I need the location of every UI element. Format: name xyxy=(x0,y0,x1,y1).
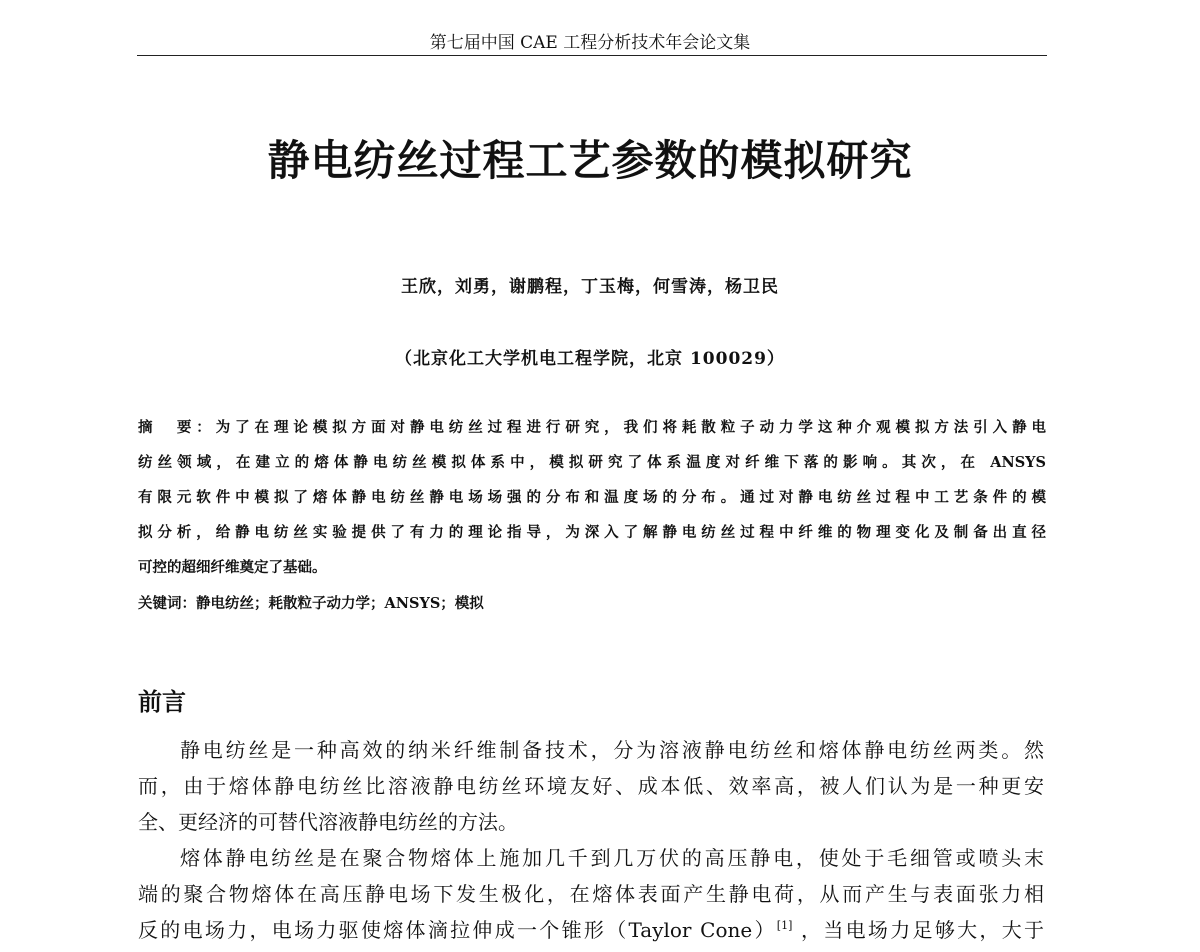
citation[interactable]: [1] xyxy=(776,919,793,932)
paper-title: 静电纺丝过程工艺参数的模拟研究 xyxy=(267,136,913,185)
abstract-line: 有限元软件中模拟了熔体静电纺丝静电场场强的分布和温度场的分布。通过对静电纺丝过程中工艺条件的模 xyxy=(138,489,1046,506)
header-rule xyxy=(137,55,1047,56)
abstract-label: 摘 要： xyxy=(138,419,216,436)
abstract-line: 可控的超细纤维奠定了基础。 xyxy=(138,559,327,576)
authors: 王欣，刘勇，谢鹏程，丁玉梅，何雪涛，杨卫民 xyxy=(401,277,779,297)
body-line: 端的聚合物熔体在高压静电场下发生极化，在熔体表面产生静电荷，从而产生与表面张力相 xyxy=(138,882,1044,906)
body-line: 静电纺丝是一种高效的纳米纤维制备技术，分为溶液静电纺丝和熔体静电纺丝两类。然 xyxy=(180,738,1044,762)
body-line: 而，由于熔体静电纺丝比溶液静电纺丝环境友好、成本低、效率高，被人们认为是一种更安 xyxy=(138,774,1044,798)
running-header: 第七届中国 CAE 工程分析技术年会论文集 xyxy=(429,33,751,53)
keywords-label: 关键词： xyxy=(138,595,196,612)
abstract-line: 拟分析，给静电纺丝实验提供了有力的理论指导，为深入了解静电纺丝过程中纤维的物理变化及制备出直径 xyxy=(138,524,1046,541)
abstract-line: 摘 要：为了在理论模拟方面对静电纺丝过程进行研究，我们将耗散粒子动力学这种介观模拟方法引入静电 xyxy=(138,419,1047,436)
body-line: 全、更经济的可替代溶液静电纺丝的方法。 xyxy=(138,810,518,834)
body-line: 熔体静电纺丝是在聚合物熔体上施加几千到几万伏的高压静电，使处于毛细管或喷头末 xyxy=(180,846,1044,870)
section-heading: 前言 xyxy=(138,688,186,716)
keywords: 关键词：静电纺丝；耗散粒子动力学；ANSYS；模拟 xyxy=(138,595,484,612)
abstract-line: 纺丝领域，在建立的熔体静电纺丝模拟体系中，模拟研究了体系温度对纤维下落的影响。其次，在 ANSYS xyxy=(138,454,1046,471)
affiliation: （北京化工大学机电工程学院，北京 100029） xyxy=(395,349,785,369)
body-line: 反的电场力，电场力驱使熔体滴拉伸成一个锥形（Taylor Cone）[1] ，当电场力足够大，大于 xyxy=(138,918,1044,942)
